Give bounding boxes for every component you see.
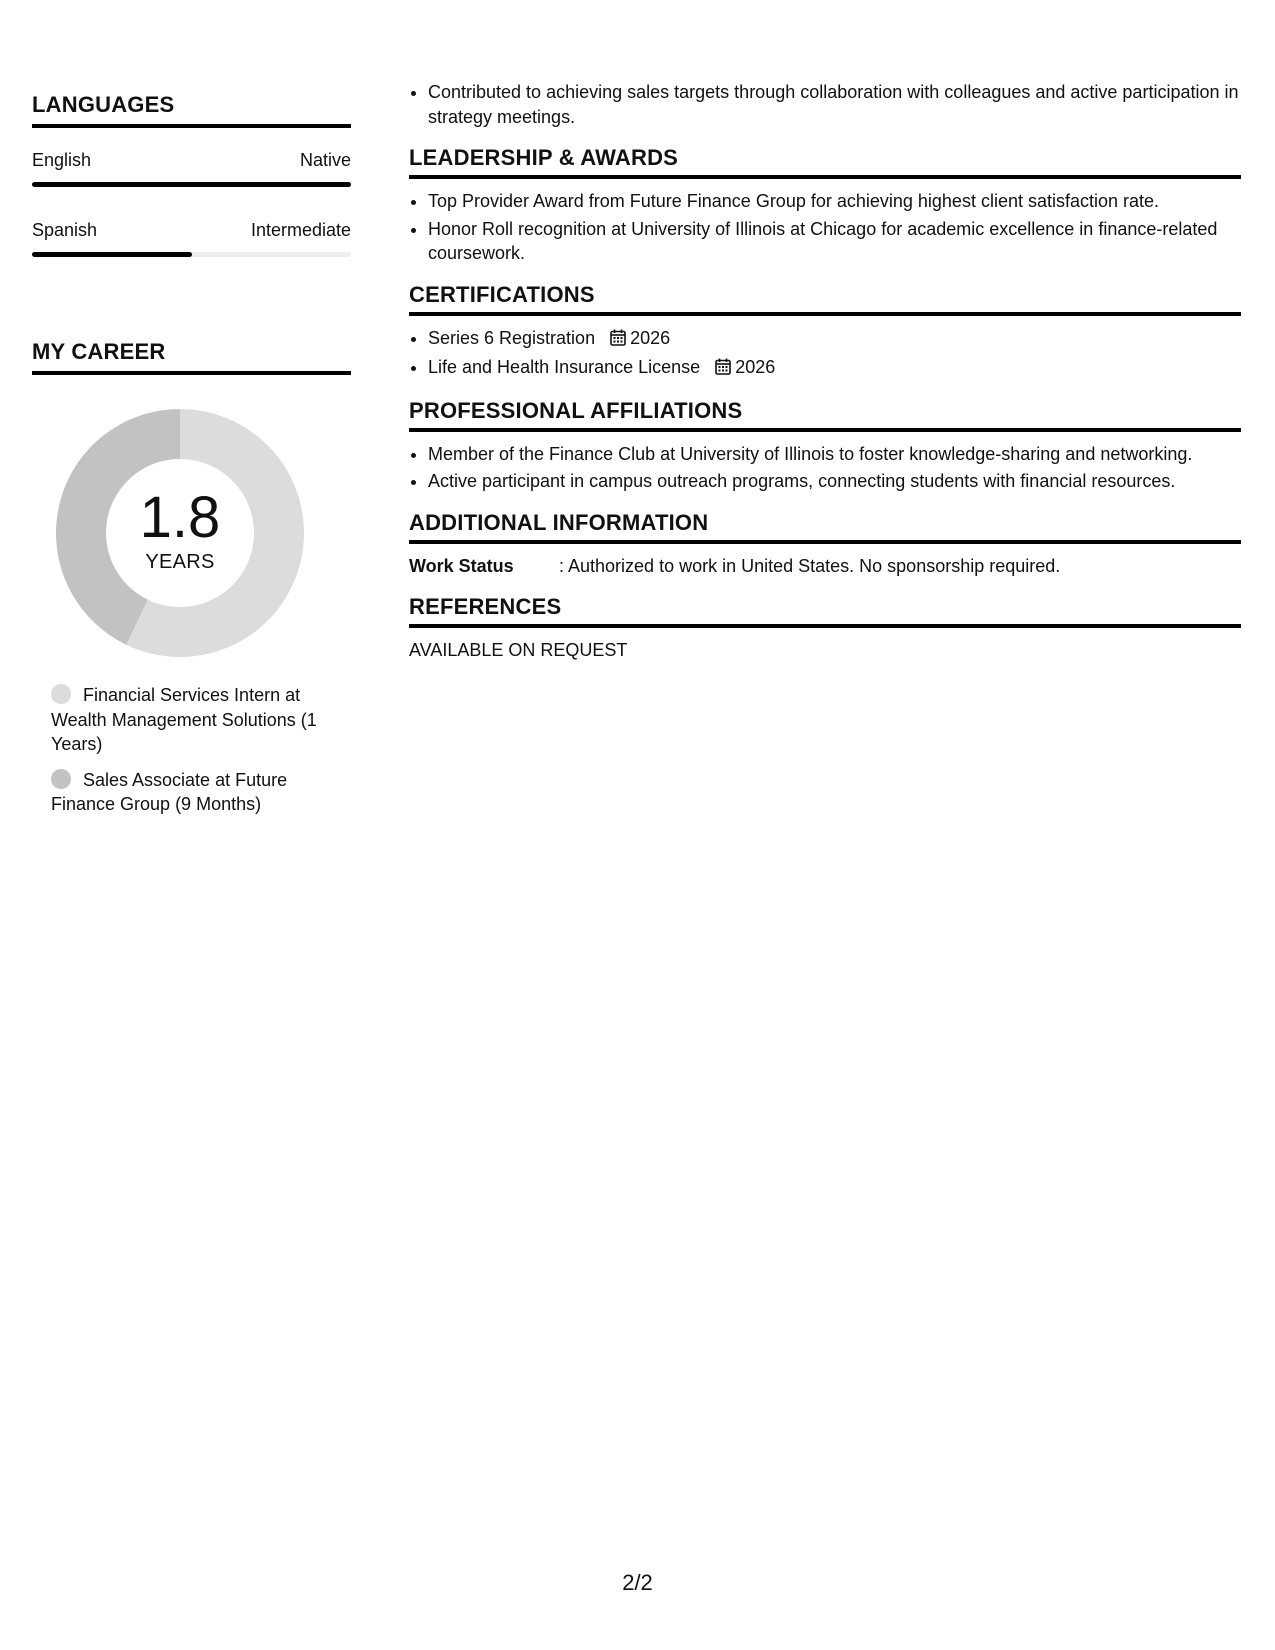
work-status-label: Work Status bbox=[409, 555, 514, 576]
language-level: Native bbox=[299, 150, 351, 170]
certification-name: Series 6 Registration bbox=[428, 327, 596, 348]
language-item bbox=[32, 150, 351, 187]
calendar-icon bbox=[610, 328, 626, 353]
work-status-value: : Authorized to work in United States. No sponsorship required. bbox=[559, 555, 1061, 576]
career-total-unit: YEARS bbox=[145, 550, 215, 573]
legend-swatch bbox=[51, 684, 71, 704]
legend-label: Sales Associate at Future Finance Group (9 Months) bbox=[51, 769, 288, 814]
leadership-bullet: • Honor Roll recognition at University of Illinois at Chicago for academic excellence in finance-related coursework. bbox=[428, 217, 1241, 266]
certification-year: 2026 bbox=[735, 357, 776, 377]
language-proficiency-track bbox=[32, 182, 351, 187]
certifications-heading: CERTIFICATIONS bbox=[409, 282, 1241, 316]
page-number: 2/2 bbox=[622, 1570, 653, 1595]
references-text: AVAILABLE ON REQUEST bbox=[409, 639, 628, 660]
right-column bbox=[409, 80, 1241, 662]
affiliation-bullet: • Member of the Finance Club at University of Illinois to foster knowledge-sharing and networking. bbox=[428, 442, 1241, 467]
affiliations-list bbox=[409, 442, 1241, 494]
career-legend bbox=[51, 683, 321, 817]
experience-continued-list bbox=[409, 80, 1241, 129]
certification-name: Life and Health Insurance License bbox=[428, 357, 701, 377]
references-heading: REFERENCES bbox=[409, 594, 1241, 628]
calendar-icon bbox=[715, 357, 731, 382]
language-proficiency-bar bbox=[32, 252, 192, 257]
certification-date bbox=[715, 357, 775, 377]
languages-list bbox=[32, 150, 351, 257]
work-status-row bbox=[409, 554, 1241, 578]
certification-date bbox=[610, 328, 670, 348]
leadership-list bbox=[409, 189, 1241, 266]
additional-info-heading: ADDITIONAL INFORMATION bbox=[409, 510, 1241, 544]
left-column bbox=[32, 92, 351, 828]
certifications-list bbox=[409, 326, 1241, 382]
language-level: Intermediate bbox=[250, 220, 351, 240]
certification-year: 2026 bbox=[630, 327, 671, 348]
certification-item bbox=[428, 355, 1241, 382]
leadership-heading: LEADERSHIP & AWARDS bbox=[409, 145, 1241, 179]
language-name: Spanish bbox=[32, 220, 98, 240]
leadership-bullet: • Top Provider Award from Future Finance Group for achieving highest client satisfaction rate. bbox=[428, 189, 1241, 214]
language-proficiency-bar bbox=[32, 182, 351, 187]
language-proficiency-track bbox=[32, 252, 351, 257]
experience-bullet: • Contributed to achieving sales targets through collaboration with colleagues and active participation in strategy meetings. bbox=[428, 80, 1241, 129]
legend-item bbox=[51, 683, 321, 757]
affiliation-bullet: • Active participant in campus outreach programs, connecting students with financial resources. bbox=[428, 469, 1241, 494]
career-donut-chart bbox=[56, 409, 304, 657]
legend-label: Financial Services Intern at Wealth Management Solutions (1 Years) bbox=[51, 685, 317, 754]
career-total-value: 1.8 bbox=[139, 484, 221, 550]
affiliations-heading: PROFESSIONAL AFFILIATIONS bbox=[409, 398, 1241, 432]
language-item bbox=[32, 220, 351, 257]
legend-item bbox=[51, 768, 321, 817]
career-heading: MY CAREER bbox=[32, 339, 351, 375]
donut-center bbox=[56, 409, 304, 657]
certification-item bbox=[428, 326, 1241, 353]
legend-swatch bbox=[51, 769, 71, 789]
languages-heading: LANGUAGES bbox=[32, 92, 351, 128]
career-section bbox=[32, 339, 351, 817]
language-name: English bbox=[32, 150, 92, 170]
